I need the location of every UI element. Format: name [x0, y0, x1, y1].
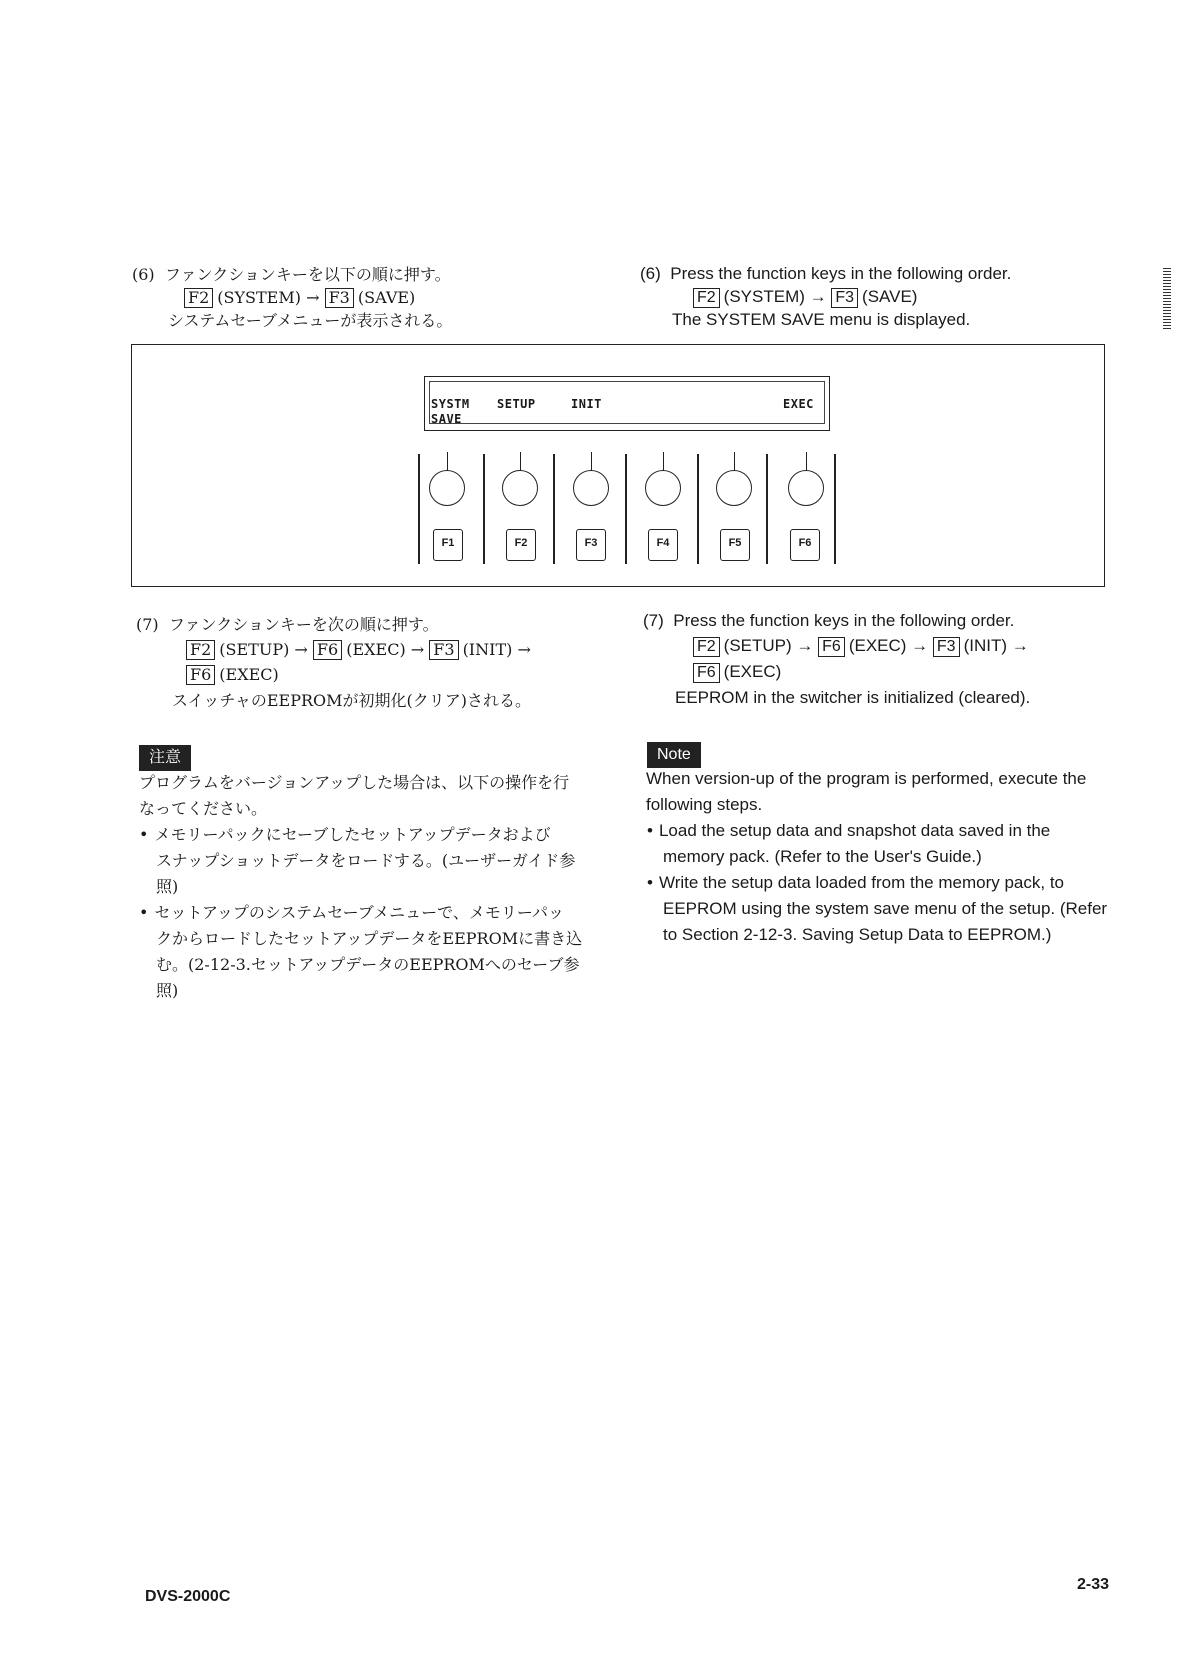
- knob-2[interactable]: [502, 470, 538, 506]
- footer-page-number: 2-33: [1077, 1576, 1110, 1593]
- note-en-line: When version-up of the program is performed, execute the: [646, 769, 1087, 788]
- lcd-display: [424, 376, 830, 431]
- f2-key-ref: F2: [184, 288, 213, 308]
- f2-key-ref: F2: [693, 637, 720, 657]
- f6-key-ref: F6: [693, 663, 720, 683]
- note-badge-ja: 注意: [139, 745, 191, 771]
- f3-key-ref: F3: [933, 637, 960, 657]
- f3-key-ref: F3: [429, 640, 458, 660]
- step7-ja-keys-line: F2 (SETUP) → F6 (EXEC) → F3 (INIT) →: [186, 639, 531, 661]
- lcd-submenu-save: SAVE: [431, 412, 462, 426]
- step7-en-line4: EEPROM in the switcher is initialized (cleared).: [675, 688, 1031, 707]
- f6-key-ref: F6: [313, 640, 342, 660]
- note-ja-bullet: • メモリーパックにセーブしたセットアップデータおよび: [139, 824, 551, 846]
- margin-tick-marks: [1163, 268, 1171, 330]
- step6-en-line1: (6) Press the function keys in the following order.: [640, 264, 1012, 283]
- f2-key[interactable]: F2: [506, 529, 536, 561]
- note-ja-line: なってください。: [139, 799, 268, 818]
- lcd-menu-setup: SETUP: [497, 397, 536, 411]
- step6-ja-keys: F2 (SYSTEM) → F3 (SAVE): [184, 287, 415, 309]
- note-en-bullet: • Write the setup data loaded from the memory pack, to: [647, 872, 1064, 894]
- note-badge-en: Note: [647, 742, 701, 768]
- panel-divider: [834, 454, 836, 564]
- footer-model: DVS-2000C: [145, 1588, 231, 1605]
- knob-1[interactable]: [429, 470, 465, 506]
- note-ja-line: 照): [156, 981, 179, 1000]
- note-en-bullet: • Load the setup data and snapshot data saved in the: [647, 820, 1050, 842]
- lcd-menu-systm: SYSTM: [431, 397, 470, 411]
- knob-3[interactable]: [573, 470, 609, 506]
- f6-key-ref: F6: [186, 665, 215, 685]
- note-ja-line: クからロードしたセットアップデータをEEPROMに書き込: [156, 929, 583, 948]
- step6-en-line3: The SYSTEM SAVE menu is displayed.: [672, 310, 971, 329]
- panel-divider: [483, 454, 485, 564]
- note-ja-line: プログラムをバージョンアップした場合は、以下の操作を行: [139, 773, 570, 792]
- f1-key[interactable]: F1: [433, 529, 463, 561]
- note-en-line: to Section 2-12-3. Saving Setup Data to EEPROM.): [663, 925, 1052, 944]
- step6-en-keys: F2 (SYSTEM) → F3 (SAVE): [693, 286, 917, 308]
- panel-divider: [553, 454, 555, 564]
- step6-ja-line3: システムセーブメニューが表示される。: [168, 311, 453, 330]
- lcd-menu-init: INIT: [571, 397, 602, 411]
- note-en-line: EEPROM using the system save menu of the setup. (Refer: [663, 899, 1108, 918]
- f4-key[interactable]: F4: [648, 529, 678, 561]
- panel-divider: [766, 454, 768, 564]
- note-ja-bullet: • セットアップのシステムセーブメニューで、メモリーパッ: [139, 902, 564, 924]
- f2-key-ref: F2: [186, 640, 215, 660]
- step7-en-keys-line: F2 (SETUP) → F6 (EXEC) → F3 (INIT) →: [693, 635, 1029, 657]
- f3-key-ref: F3: [325, 288, 354, 308]
- step7-en-keys-line2: F6 (EXEC): [693, 661, 781, 683]
- panel-divider: [697, 454, 699, 564]
- note-ja-line: スナップショットデータをロードする。(ユーザーガイド参: [156, 851, 576, 870]
- knob-6[interactable]: [788, 470, 824, 506]
- f2-key-ref: F2: [693, 288, 720, 308]
- f6-key[interactable]: F6: [790, 529, 820, 561]
- f5-key[interactable]: F5: [720, 529, 750, 561]
- step7-en-line1: (7) Press the function keys in the following order.: [643, 611, 1015, 630]
- lcd-menu-exec: EXEC: [783, 397, 814, 411]
- step7-ja-keys-line2: F6 (EXEC): [186, 664, 279, 686]
- panel-divider: [625, 454, 627, 564]
- f6-key-ref: F6: [818, 637, 845, 657]
- panel-divider: [418, 454, 420, 564]
- f3-key[interactable]: F3: [576, 529, 606, 561]
- step7-ja-line4: スイッチャのEEPROMが初期化(クリア)される。: [172, 691, 532, 710]
- note-ja-line: 照): [156, 877, 179, 896]
- knob-5[interactable]: [716, 470, 752, 506]
- f3-key-ref: F3: [831, 288, 858, 308]
- note-en-line: following steps.: [646, 795, 763, 814]
- note-en-line: memory pack. (Refer to the User's Guide.): [663, 847, 982, 866]
- lcd-screen: [429, 381, 825, 424]
- note-ja-line: む。(2-12-3.セットアップデータのEEPROMへのセーブ参: [156, 955, 580, 974]
- step6-ja-line1: (6) ファンクションキーを以下の順に押す。: [132, 265, 451, 284]
- step7-ja-line1: (7) ファンクションキーを次の順に押す。: [136, 615, 439, 634]
- knob-4[interactable]: [645, 470, 681, 506]
